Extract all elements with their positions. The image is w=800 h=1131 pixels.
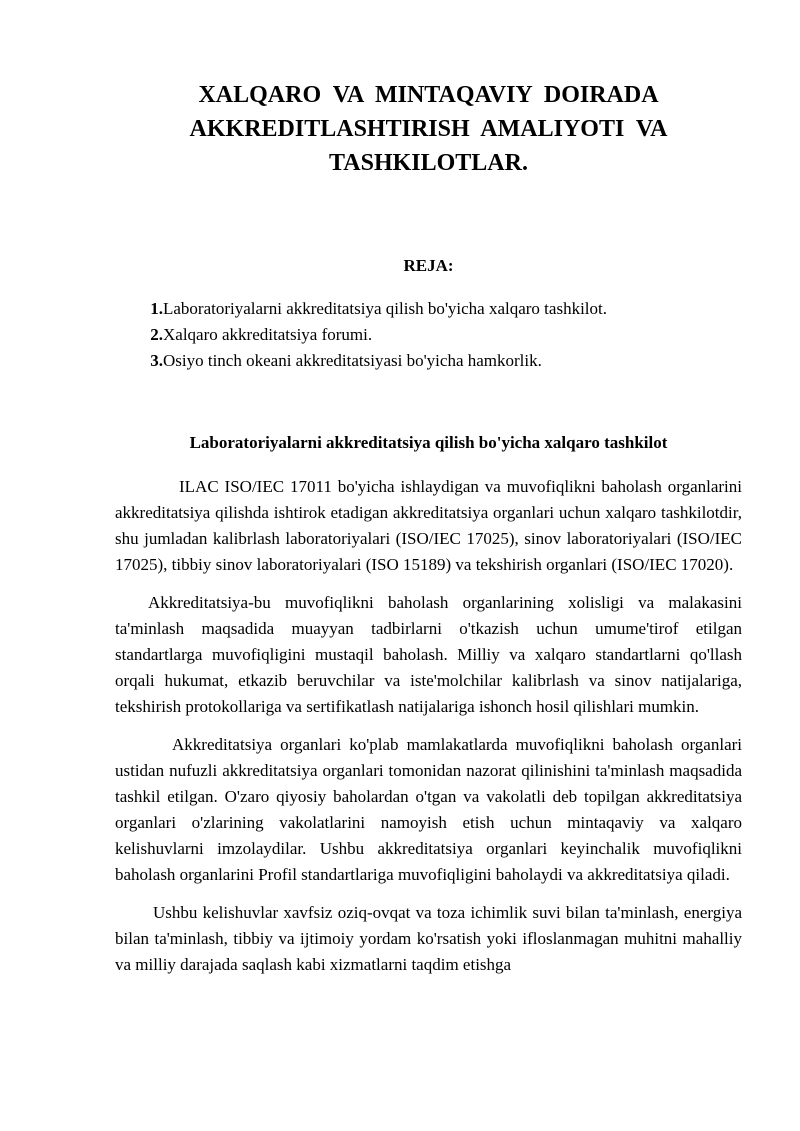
body-paragraph: Ushbu kelishuvlar xavfsiz oziq-ovqat va toza ichimlik suvi bilan ta'minlash, energiya bilan ta'minlash, tibbiy va ijtimoiy yordam ko'rsatish yoki ifloslanmagan muhitni mahalliy va milliy darajada saqlash kabi xizmatlarni taqdim etishga [115, 903, 742, 974]
plan-item-text: Laboratoriyalarni akkreditatsiya qilish bo'yicha xalqaro tashkilot. [163, 299, 607, 318]
section-heading: Laboratoriyalarni akkreditatsiya qilish bo'yicha xalqaro tashkilot [189, 433, 668, 452]
body-paragraph: ILAC ISO/IEC 17011 bo'yicha ishlaydigan va muvofiqlikni baholash organlarini akkreditatsiya qilishda ishtirok etadigan akkreditatsiya organlari uchun xalqaro tashkilotdir, shu jumladan kalibrlash laboratoriyalari (ISO/IEC 17025), sinov laboratoriyalari (ISO/IEC 17025), tibbiy sinov laboratoriyalari (ISO 15189) va tekshirish organlari (ISO/IEC 17020). [115, 477, 742, 574]
section-body [115, 474, 742, 990]
plan-item-text: Xalqaro akkreditatsiya forumi. [163, 325, 373, 344]
body-paragraph: Akkreditatsiya-bu muvofiqlikni baholash organlarining xolisligi va malakasini ta'minlash maqsadida muayyan tadbirlarni o'tkazish uchun umume'tirof etilgan standartlarga muvofiqligini mustaqil baholash. Milliy va xalqaro standartlarni qo'llash orqali hukumat, etkazib beruvchilar va iste'molchilar kalibrlash va sinov natijalariga, tekshirish protokollariga va sertifikatlash natijalariga ishonch hosil qilishlari mumkin. [115, 593, 742, 716]
plan-list [115, 296, 742, 374]
plan-item [115, 348, 742, 374]
plan-item [115, 296, 742, 322]
plan-item-text: Osiyo tinch okeani akkreditatsiyasi bo'yicha hamkorlik. [163, 351, 542, 370]
plan-item-number: 2. [150, 325, 163, 344]
plan-item [115, 322, 742, 348]
plan-item-number: 1. [150, 299, 163, 318]
plan-item-number: 3. [150, 351, 163, 370]
body-paragraph: Akkreditatsiya organlari ko'plab mamlakatlarda muvofiqlikni baholash organlari ustidan nufuzli akkreditatsiya organlari tomonidan nazorat qilinishini ta'minlash maqsadida tashkil etilgan. O'zaro qiyosiy baholardan o'tgan va vakolatli deb topilgan akkreditatsiya organlari o'zlarining vakolatlarini namoyish etish uchun mintaqaviy va xalqaro kelishuvlarni imzolaydilar. Ushbu akkreditatsiya organlari keyinchalik muvofiqlikni baholash organlarini Profil standartlariga muvofiqligini baholaydi va akkreditatsiya qiladi. [115, 735, 742, 884]
plan-heading: REJA: [403, 256, 454, 275]
document-title: XALQARO VA MINTAQAVIY DOIRADA AKKREDITLASHTIRISH AMALIYOTI VA TASHKILOTLAR. [189, 82, 668, 176]
